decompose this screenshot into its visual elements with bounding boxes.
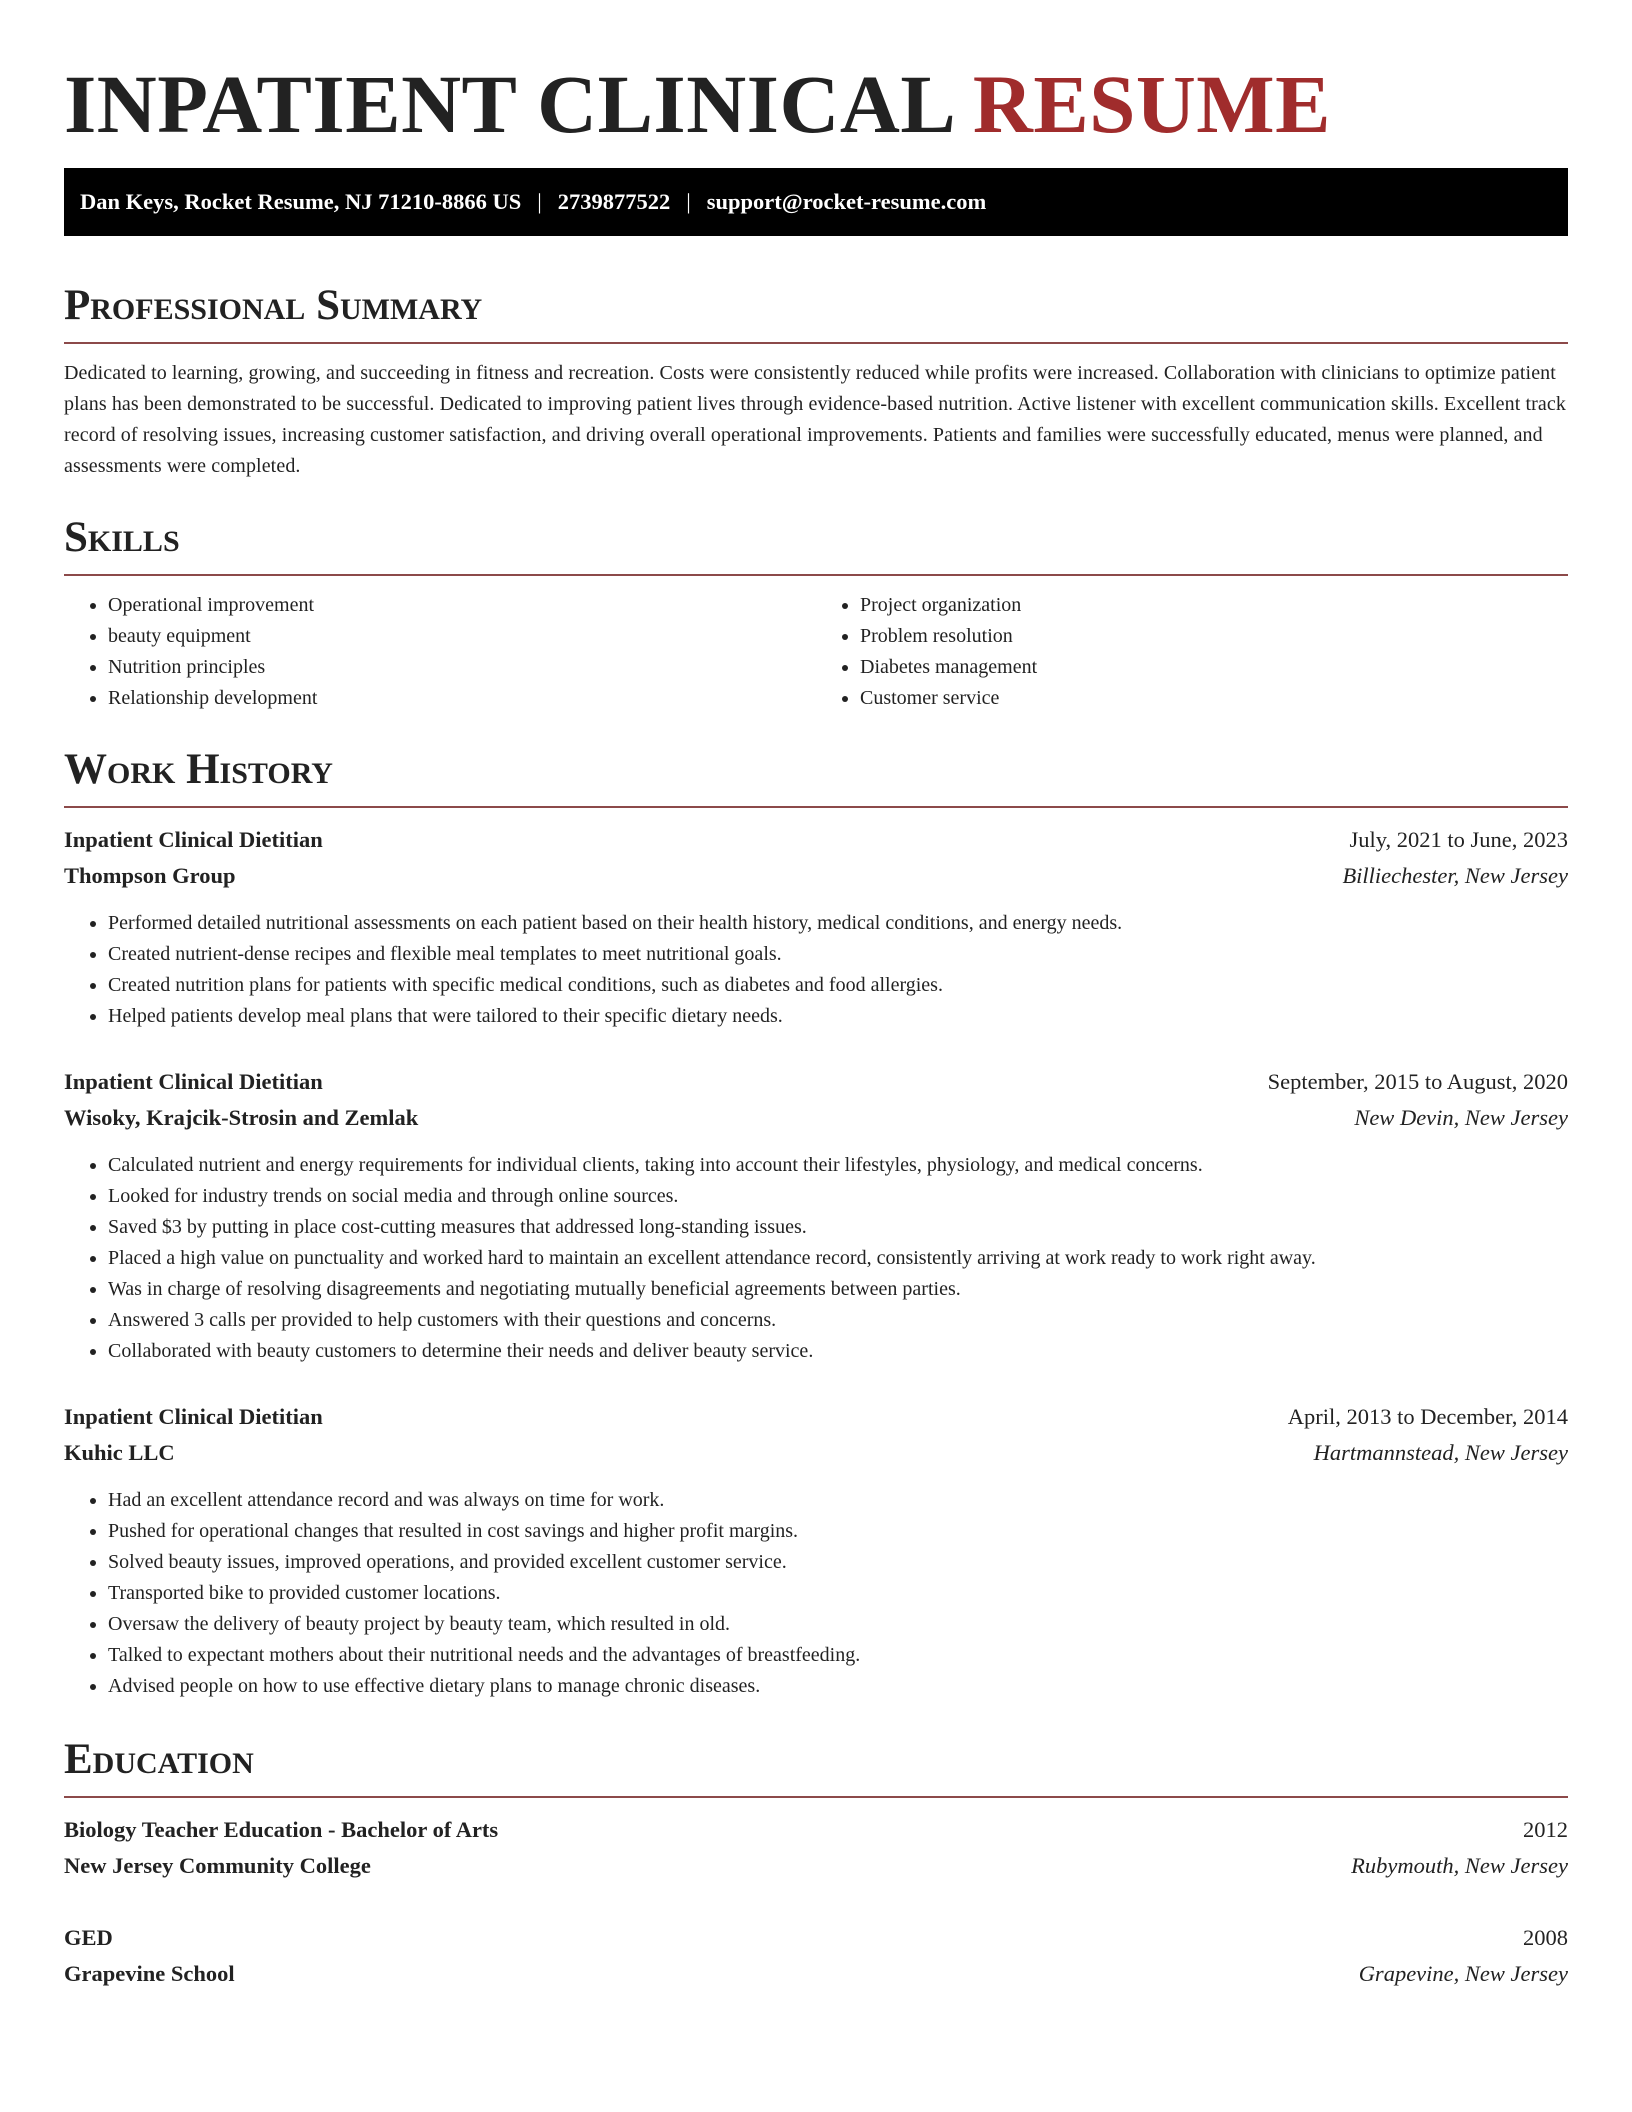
section-title-work: Work History [64, 746, 333, 793]
job-bullet: • Advised people on how to use effective dietary plans to manage chronic diseases. [108, 1671, 1568, 1702]
contact-email: support@rocket-resume.com [706, 189, 987, 214]
education-location: Rubymouth, New Jersey [1351, 1853, 1568, 1878]
contact-separator: | [686, 189, 691, 214]
skill-item: • beauty equipment [108, 621, 816, 652]
job-bullet: • Solved beauty issues, improved operations, and provided excellent customer service. [108, 1547, 1568, 1578]
job-bullet: • Calculated nutrient and energy requirements for individual clients, taking into account their lifestyles, physiology, and medical concerns. [108, 1150, 1568, 1181]
summary-text: Dedicated to learning, growing, and succeeding in fitness and recreation. Costs were consistently reduced while profits were increased. Collaboration with clinicians to optimize patient plans has been demonstrated to be successful. Dedicated to improving patient lives through evidence-based nutrition. Active listener with excellent communication skills. Excellent track record of resolving issues, increasing customer satisfaction, and driving overall operational improvements. Patients and families were successfully educated, menus were planned, and assessments were completed. [64, 362, 1566, 477]
section-title-skills: Skills [64, 514, 180, 561]
education-degree: GED [64, 1925, 113, 1950]
section-title-education: Education [64, 1736, 254, 1783]
job-bullet: • Collaborated with beauty customers to determine their needs and deliver beauty service. [108, 1336, 1568, 1367]
job-bullet: • Created nutrient-dense recipes and flexible meal templates to meet nutritional goals. [108, 939, 1568, 970]
contact-separator: | [537, 189, 542, 214]
job-bullet: • Talked to expectant mothers about their nutritional needs and the advantages of breastfeeding. [108, 1640, 1568, 1671]
education-location: Grapevine, New Jersey [1358, 1961, 1568, 1986]
job-entry [64, 1399, 1568, 1702]
job-bullet: • Was in charge of resolving disagreements and negotiating mutually beneficial agreements between parties. [108, 1274, 1568, 1305]
skill-item: • Diabetes management [860, 652, 1568, 683]
job-entry [64, 822, 1568, 1032]
skill-item: • Problem resolution [860, 621, 1568, 652]
job-dates: September, 2015 to August, 2020 [1267, 1069, 1568, 1094]
job-dates: July, 2021 to June, 2023 [1349, 827, 1568, 852]
job-entry [64, 1064, 1568, 1367]
education-entry [64, 1920, 1568, 1992]
title-accent: RESUME [972, 58, 1331, 150]
resume-title [64, 56, 1568, 152]
job-bullet: • Pushed for operational changes that resulted in cost savings and higher profit margins. [108, 1516, 1568, 1547]
skill-item: • Relationship development [108, 683, 816, 714]
education-school: New Jersey Community College [64, 1853, 371, 1878]
skill-item: • Nutrition principles [108, 652, 816, 683]
job-bullet: • Answered 3 calls per provided to help customers with their questions and concerns. [108, 1305, 1568, 1336]
skills-column-left [64, 590, 816, 714]
skills-list [64, 590, 1568, 714]
education-section [64, 1734, 1568, 1992]
job-bullet: • Looked for industry trends on social media and through online sources. [108, 1181, 1568, 1212]
job-bullet: • Oversaw the delivery of beauty project by beauty team, which resulted in old. [108, 1609, 1568, 1640]
skill-item: • Project organization [860, 590, 1568, 621]
education-degree: Biology Teacher Education - Bachelor of Arts [64, 1817, 499, 1842]
job-bullet: • Placed a high value on punctuality and worked hard to maintain an excellent attendance record, consistently arriving at work ready to work right away. [108, 1243, 1568, 1274]
job-location: Billiechester, New Jersey [1342, 863, 1568, 888]
education-school: Grapevine School [64, 1961, 235, 1986]
education-entry [64, 1812, 1568, 1884]
skill-item: • Operational improvement [108, 590, 816, 621]
job-company: Wisoky, Krajcik-Strosin and Zemlak [64, 1105, 419, 1130]
job-bullet: • Created nutrition plans for patients with specific medical conditions, such as diabetes and food allergies. [108, 970, 1568, 1001]
job-company: Kuhic LLC [64, 1440, 175, 1465]
summary-section [64, 280, 1568, 482]
contact-phone: 2739877522 [557, 189, 671, 214]
education-year: 2012 [1523, 1817, 1568, 1842]
job-location: New Devin, New Jersey [1354, 1105, 1568, 1130]
contact-bar [64, 168, 1568, 236]
job-company: Thompson Group [64, 863, 236, 888]
job-location: Hartmannstead, New Jersey [1313, 1440, 1568, 1465]
section-divider [64, 574, 1568, 576]
job-bullet: • Had an excellent attendance record and was always on time for work. [108, 1485, 1568, 1516]
section-divider [64, 806, 1568, 808]
job-title: Inpatient Clinical Dietitian [64, 827, 323, 852]
job-bullet: • Helped patients develop meal plans that were tailored to their specific dietary needs. [108, 1001, 1568, 1032]
job-title: Inpatient Clinical Dietitian [64, 1404, 323, 1429]
section-title-summary: Professional Summary [64, 282, 483, 329]
job-bullets [64, 1485, 1568, 1702]
work-history-section [64, 744, 1568, 1702]
job-dates: April, 2013 to December, 2014 [1287, 1404, 1568, 1429]
job-title: Inpatient Clinical Dietitian [64, 1069, 323, 1094]
skills-column-right [816, 590, 1568, 714]
skills-section [64, 512, 1568, 714]
job-bullets [64, 1150, 1568, 1367]
job-bullets [64, 908, 1568, 1032]
contact-address: Dan Keys, Rocket Resume, NJ 71210-8866 US [80, 189, 522, 214]
job-bullet: • Performed detailed nutritional assessments on each patient based on their health history, medical conditions, and energy needs. [108, 908, 1568, 939]
education-year: 2008 [1523, 1925, 1568, 1950]
title-main: INPATIENT CLINICAL [64, 58, 952, 150]
job-bullet: • Transported bike to provided customer locations. [108, 1578, 1568, 1609]
skill-item: • Customer service [860, 683, 1568, 714]
section-divider [64, 342, 1568, 344]
section-divider [64, 1796, 1568, 1798]
job-bullet: • Saved $3 by putting in place cost-cutting measures that addressed long-standing issues. [108, 1212, 1568, 1243]
